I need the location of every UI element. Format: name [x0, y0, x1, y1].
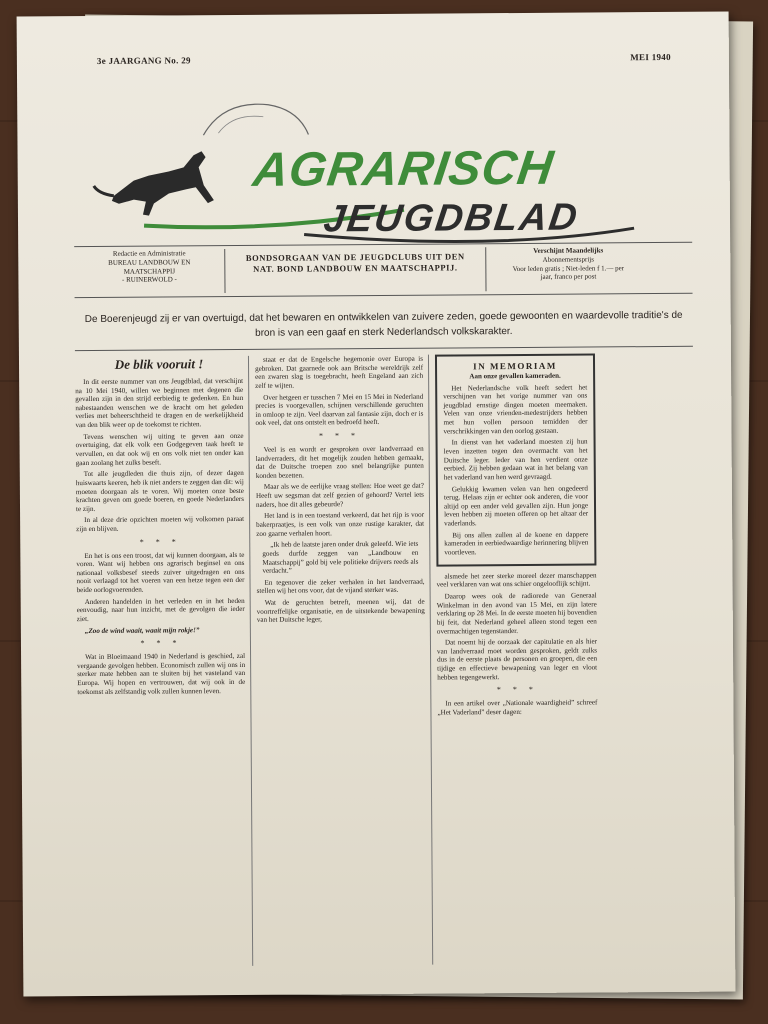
issue-date: MEI 1940	[630, 51, 671, 63]
horse-icon	[112, 151, 214, 216]
masthead-title-line2: JEUGDBLAD	[321, 196, 582, 241]
article-title: De blik vooruit !	[114, 356, 204, 372]
quote: „Ik heb de laatste jaren onder druk geleefd. Wie iets goeds durfde zeggen van „Landbouw en Maatschappij” gold bij vele politieke drijvers reeds als verdacht.”	[262, 539, 419, 575]
paragraph: alsmede het zeer sterke moreel dezer manschappen veel verklaren van wat ons schier ongelooflijk schijnt.	[436, 571, 597, 589]
paragraph: In een artikel over „Nationale waardigheid” schreef „Het Vaderland” deser dagen:	[437, 698, 598, 717]
column-3	[435, 353, 598, 719]
separator-stars: * * *	[139, 537, 181, 547]
column-1	[75, 356, 245, 699]
paragraph: Dat noemt hij de oorzaak der capitulatie en als hier van landverraad moet worden gesproken, geldt zulks dus in de eerste plaats de personen en groepen, die een tijdige en effectieve bewapening van leger en vloot hebben tegengewerkt.	[437, 637, 598, 682]
info-row	[74, 242, 692, 298]
paragraph: Het Nederlandsche volk heeft sedert het verschijnen van het vorige nummer van ons jeugdblad ernstige dingen moeten meemaken. Velen van onze vrienden-medestrijders hebben met hun vollen persoon temidden der verschrikkingen van den oorlog gestaan.	[443, 383, 588, 436]
paragraph: En tegenover die zeker verhalen in het landverraad, stellen wij het ons voor, dat de vijand sterker was.	[256, 577, 425, 596]
newspaper-page	[17, 12, 736, 997]
issue-number: 3e JAARGANG No. 29	[96, 55, 191, 66]
column-divider	[248, 356, 253, 966]
column-2	[255, 355, 425, 628]
paragraph: In dit eerste nummer van ons Jeugdblad, dat verschijnt na 10 Mei 1940, willen we beginnen met degenen die gevallen zijn in den strijd eerbiedig te gedenken. En hun nabestaanden wenschen we de kracht om het geleden verlies met beheerschtheid te dragen en de werkelijkheid van den blik weer op de toekomst te richten.	[75, 376, 244, 430]
organ-description: BONDSORGAAN VAN DE JEUGDCLUBS UIT DEN NAT. BOND LANDBOUW EN MAATSCHAPPIJ.	[224, 247, 486, 293]
paragraph: Wat de geruchten betreft, meenen wij, dat de voortreffelijke organisatie, en de uitstekende bewapening van het Duitsche leger,	[256, 597, 425, 625]
memoriam-title: IN MEMORIAM	[473, 360, 557, 372]
paragraph: Veel is en wordt er gesproken over landverraad en landverraders, dit het mogelijk zouden hebben gemaakt, dat de Duitsche troepen zoo snel belangrijke punten konden bezetten.	[255, 444, 424, 480]
article-columns	[75, 353, 697, 977]
subscription-info: Verschijnt Maandelijks Abonnementsprijs Voor leden gratis ; Niet-leden f 1.— per jaar, franco per post	[512, 246, 625, 282]
divider	[75, 346, 693, 351]
paragraph: Gelukkig kwamen velen van hen ongedeerd terug. Helaas zijn er echter ook anderen, die voor altijd op een ander veld gevallen zijn. Hun jonge leven hebben zij moeten offeren op het altaar der vaderlands.	[443, 484, 589, 528]
masthead	[73, 72, 692, 246]
paragraph: Wat in Bloeimaand 1940 in Nederland is geschied, zal vergaande gevolgen hebben. Economisch zullen wij ons in sterker mate hebben aan te sluiten bij het vasteland van Europa. Wij hopen en vertrouwen, dat wij ook in de toekomst als zelfstandig volk zullen kunnen leven.	[77, 651, 246, 696]
masthead-title-line1: AGRARISCH	[250, 141, 557, 197]
separator-stars: * * *	[496, 685, 538, 695]
paragraph: Bij ons allen zullen al de koene en dappere kameraden in eerbiedwaardige herinnering blijven voortleven.	[444, 530, 589, 557]
paragraph: Het land is in een toestand verkeerd, dat het rijp is voor bakerpraatjes, is een volk van onze rustige karakter, dat zoo gaarne verhalen hoort.	[256, 511, 425, 538]
column-divider	[428, 355, 433, 965]
paragraph: Daarop wees ook de radiorede van Generaal Winkelman in den avond van 15 Mei, en zijn latere verklaring op 28 Mei. In de eerste moeten hij bovendien bij feit, dat Nederland geheel alleen stond tegen een overmachtigen tegenstander.	[436, 591, 597, 636]
paragraph: Tevens wenschen wij uiting te geven aan onze overtuiging, dat elk volk een Godgegeven taak heeft te vervullen, en dat ook wij en ons volk niet ten onder kan gaan zoolang het zulks beseft.	[75, 431, 244, 467]
paragraph: Maar als we de eerlijke vraag stellen: Hoe weet ge dat? Heeft uw segsman dat zelf gezien of gehoord? Vertel iets naders, hoe dit alles gebeurde?	[255, 482, 424, 509]
paragraph: Anderen handelden in het verleden en in het heden eenvoudig, naar hun inzicht, met de gevolgen die ieder ziet.	[76, 596, 245, 624]
paragraph: In dienst van het vaderland moesten zij hun leven inzetten tegen den overmacht van het Duitsche leger. Ieder van hen verdient onze eerbied. Zij hebben gedaan wat in het belang van het vaderland van hen werd gevraagd.	[443, 437, 588, 482]
separator-stars: * * *	[318, 431, 361, 441]
intro-statement: De Boerenjeugd zij er van overtuigd, dat het bewaren en ontwikkelen van zuivere zeden, goede gewoonten en waardevolle traditie's de bron is van een gaaf en sterk Nederlandsch volkskarakter.	[84, 309, 683, 339]
memoriam-subtitle: Aan onze gevallen kameraden.	[469, 371, 561, 381]
paragraph: In al deze drie opzichten moeten wij volkomen paraat zijn en blijven.	[76, 515, 245, 534]
editorial-address: Redactie en Administratie BUREAU LANDBOUW EN MAATSCHAPPIJ - RUINERWOLD -	[108, 249, 191, 285]
paragraph: En het is ons een troost, dat wij kunnen doorgaan, als te voren. Want wij hebben ons agrarisch beginsel en ons nationaal volksbesef steeds zuiver uitgedragen en ons nooit verlaagd tot het voeren van een hetze tegen een der beide oorlogvoerenden.	[76, 550, 245, 595]
paragraph: Tot alle jeugdleden die thuis zijn, of dezer dagen huiswaarts keeren, heb ik niet anders te zeggen dan dit: wij moeten doorgaan als te voren. Wij moeten onze beste krachten geven om goede boeren, en goede Nederlanders te zijn.	[75, 469, 244, 513]
in-memoriam-box	[435, 353, 596, 566]
quote: „Zoo de wind waait, waait mijn rokje!”	[84, 625, 200, 635]
paragraph: staat er dat de Engelsche hegemonie over Europa is gebroken. Dat gaarnede ook aan Britsche wereldrijk zelf een zwaren slag is toegebracht, heeft Engeland aan zich zelf te wijten.	[255, 354, 424, 390]
separator-stars: * * *	[140, 638, 182, 648]
paragraph: Over hetgeen er tusschen 7 Mei en 15 Mei in Nederland precies is voorgevallen, schijnen verschillende geruchten in omloop te zijn. Veel daarvan zal fantasie zijn, doch er is ook veel, dat ons ontstelt en bedroefd heeft.	[255, 392, 424, 428]
